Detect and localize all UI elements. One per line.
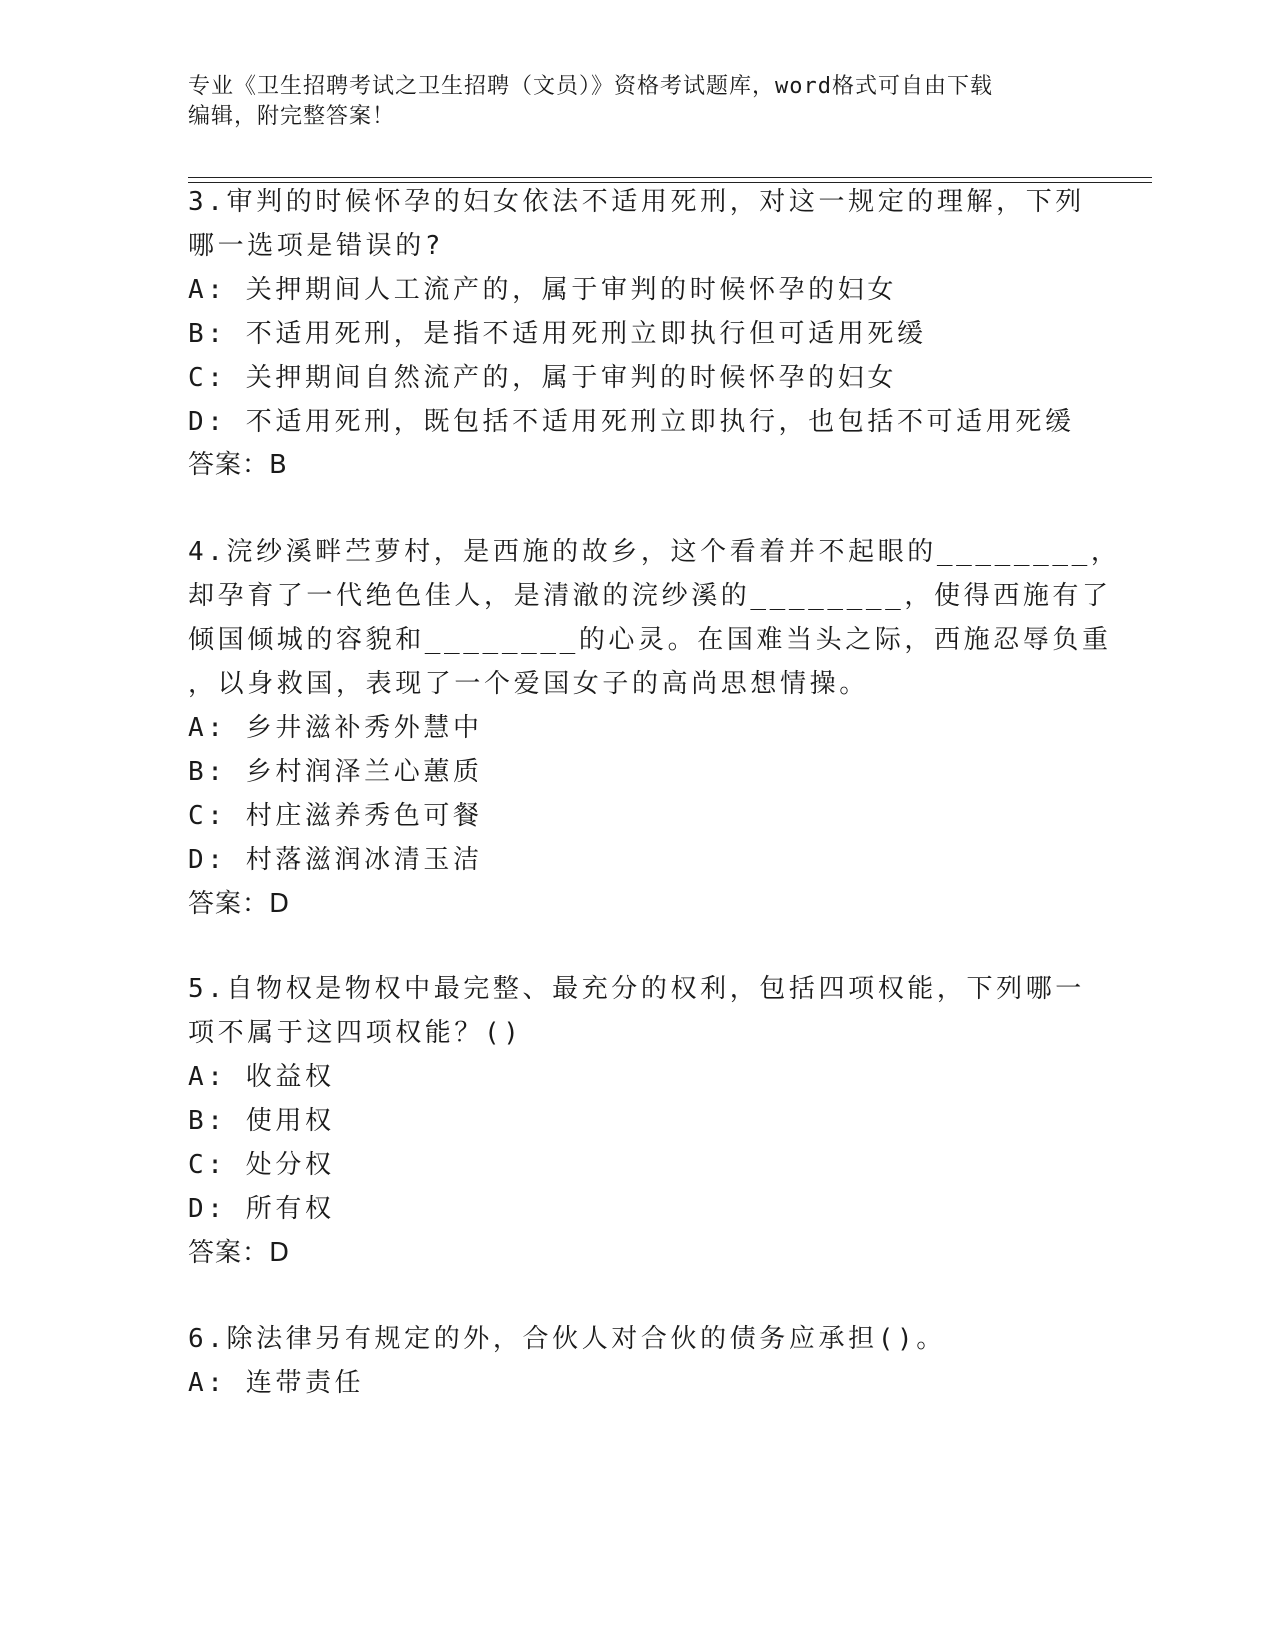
answer-label: 答案：D xyxy=(188,1238,291,1268)
header-divider xyxy=(188,182,1152,183)
answer-label: 答案：B xyxy=(188,450,288,480)
question-stem-line: 项不属于这四项权能？() xyxy=(188,1018,523,1048)
option-c: C: 关押期间自然流产的，属于审判的时候怀孕的妇女 xyxy=(188,363,897,393)
option-b: B: 使用权 xyxy=(188,1106,335,1136)
header-line: 专业《卫生招聘考试之卫生招聘（文员）》资格考试题库，word格式可自由下载 xyxy=(188,74,993,99)
question-stem-line: 3.审判的时候怀孕的妇女依法不适用死刑，对这一规定的理解，下列 xyxy=(188,187,1085,217)
option-b: B: 不适用死刑，是指不适用死刑立即执行但可适用死缓 xyxy=(188,319,927,349)
question-stem-line: 6.除法律另有规定的外，合伙人对合伙的债务应承担()。 xyxy=(188,1324,946,1354)
question-stem-line: 4.浣纱溪畔苎萝村，是西施的故乡，这个看着并不起眼的________， xyxy=(188,537,1121,567)
option-d: D: 村落滋润冰清玉洁 xyxy=(188,845,483,875)
question-stem-line: 5.自物权是物权中最完整、最充分的权利，包括四项权能，下列哪一 xyxy=(188,974,1085,1004)
option-d: D: 所有权 xyxy=(188,1194,335,1224)
option-a: A: 乡井滋补秀外慧中 xyxy=(188,713,483,743)
question-stem-line: 却孕育了一代绝色佳人，是清澈的浣纱溪的________，使得西施有了 xyxy=(188,581,1112,611)
option-c: C: 处分权 xyxy=(188,1150,335,1180)
option-a: A: 关押期间人工流产的，属于审判的时候怀孕的妇女 xyxy=(188,275,897,305)
option-b: B: 乡村润泽兰心蕙质 xyxy=(188,757,483,787)
header-line: 编辑，附完整答案！ xyxy=(188,104,396,129)
option-a: A: 连带责任 xyxy=(188,1368,365,1398)
option-a: A: 收益权 xyxy=(188,1062,335,1092)
answer-label: 答案：D xyxy=(188,889,291,919)
header-divider xyxy=(188,177,1152,178)
question-stem-line: 倾国倾城的容貌和________的心灵。在国难当头之际，西施忍辱负重 xyxy=(188,625,1112,655)
question-stem-line: 哪一选项是错误的? xyxy=(188,231,445,261)
option-c: C: 村庄滋养秀色可餐 xyxy=(188,801,483,831)
option-d: D: 不适用死刑，既包括不适用死刑立即执行，也包括不可适用死缓 xyxy=(188,407,1075,437)
question-stem-line: ，以身救国，表现了一个爱国女子的高尚思想情操。 xyxy=(188,669,869,699)
document-header xyxy=(188,72,1088,132)
